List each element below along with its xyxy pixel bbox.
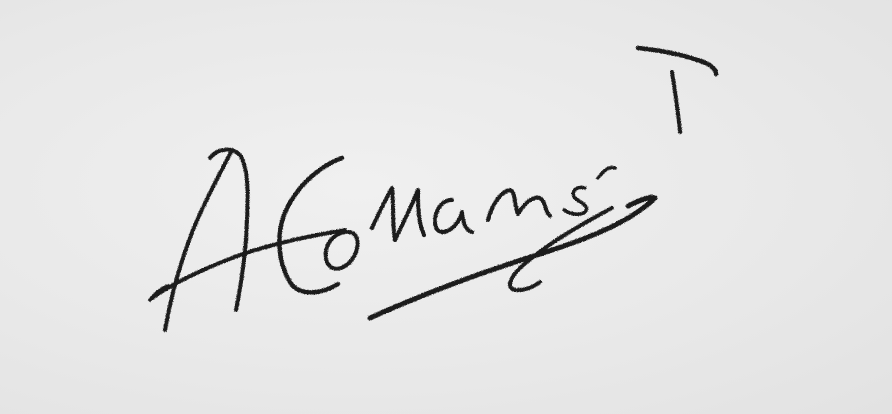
underline-swoosh: [370, 197, 655, 318]
letter-d-ascender: [279, 158, 342, 292]
lead-in-hook: [150, 286, 168, 300]
letter-a-right-stroke: [210, 150, 248, 310]
letter-t-crossbar: [638, 48, 716, 74]
letter-a-small: [435, 200, 472, 232]
connector-tick: [598, 167, 615, 178]
letter-w-strokes: [372, 188, 424, 240]
letter-n: [488, 190, 550, 220]
letter-s: [564, 188, 587, 215]
letter-t-stem: [672, 72, 680, 132]
letter-a-left-stroke: [165, 150, 232, 330]
letter-d-bowl: [326, 232, 358, 269]
